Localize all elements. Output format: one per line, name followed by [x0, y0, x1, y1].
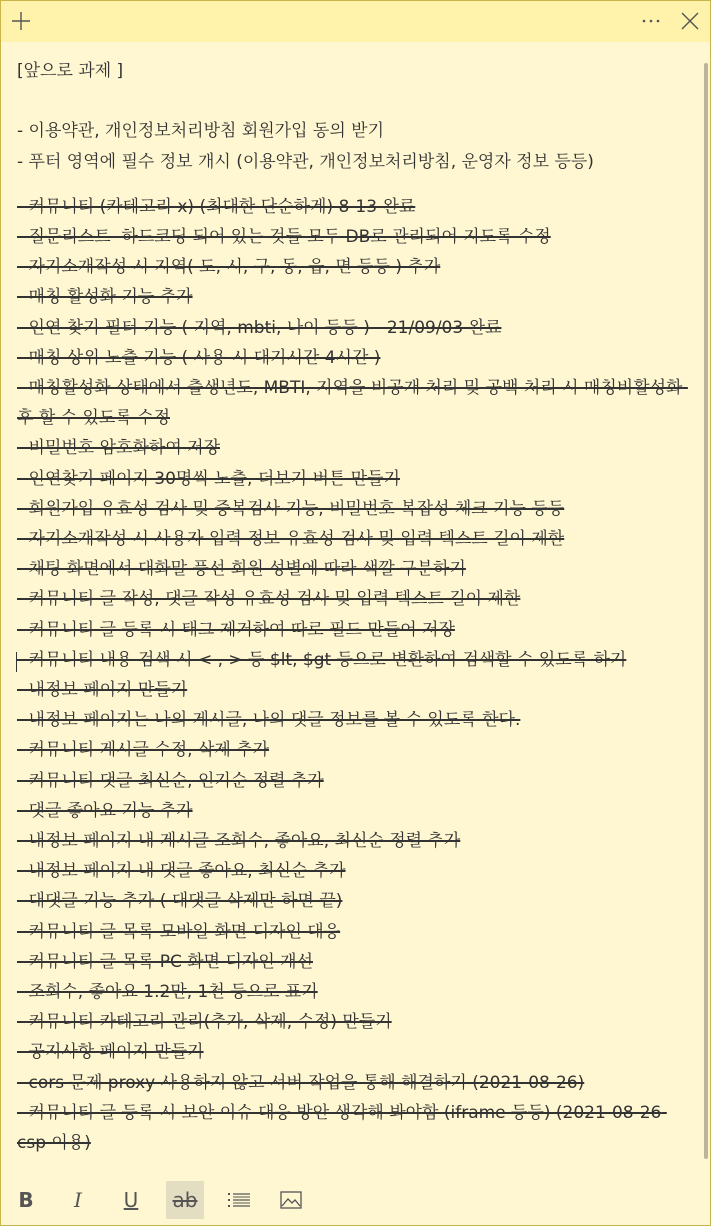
plus-icon — [11, 11, 31, 31]
open-task-item: - 이용약관, 개인정보처리방침 회원가입 동의 받기 — [17, 121, 384, 142]
close-button[interactable] — [670, 1, 710, 42]
note-text-area[interactable] — [17, 56, 689, 1158]
open-task-item: - 푸터 영역에 필수 정보 개시 (이용약관, 개인정보처리방침, 운영자 정보 등등) — [17, 151, 594, 172]
title-bar — [1, 1, 710, 42]
completed-task-item: - 채팅 화면에서 대화말 풍선 회원 성별에 따라 색깔 구분하기 — [17, 559, 466, 580]
insert-image-button[interactable] — [271, 1181, 309, 1219]
note-heading: [앞으로 과제 ] — [17, 61, 124, 81]
completed-task-item: - 자기소개작성 시 지역( 도, 시, 구, 동, 읍, 면 등등 ) 추가 — [17, 257, 441, 278]
bullet-list-button[interactable] — [219, 1181, 257, 1219]
completed-task-list — [17, 192, 689, 1159]
more-options-button[interactable] — [631, 1, 671, 42]
completed-task-item: - 댓글 좋아요 기능 추가 — [17, 800, 193, 821]
completed-task-item: - 커뮤니티 게시글 수정, 삭제 추가 — [17, 740, 270, 761]
completed-task-item: - 비밀번호 암호화하여 저장 — [17, 438, 220, 459]
completed-task-item: - 커뮤니티 글 등록 시 보안 이슈 대응 방안 생각해 봐야함 (iframe 등등) (2021-08-26 csp 이용) — [17, 1102, 667, 1154]
completed-task-item: - 커뮤니티 카테고리 관리(추가, 삭제, 수정) 만들기 — [17, 1012, 392, 1033]
italic-button[interactable]: I — [74, 1188, 82, 1212]
close-icon — [680, 11, 700, 31]
completed-task-item: - 커뮤니티 글 목록 PC 화면 디자인 개선 — [17, 951, 313, 972]
vertical-scrollbar[interactable] — [704, 63, 708, 1159]
completed-task-item: - 대댓글 기능 추가 ( 대댓글 삭제만 하면 끝) — [17, 891, 343, 912]
underline-button[interactable]: U — [123, 1188, 139, 1212]
blank-line — [17, 86, 689, 116]
completed-task-item: - 인연 찾기 필터 기능 ( 지역, mbti, 나이 등등 ) - 21/09/03 완료 — [17, 317, 502, 338]
completed-task-item: - 커뮤니티 내용 검색 시 < , > 등 $lt, $gt 등으로 변환하여 검색할 수 있도록 하기 — [17, 649, 627, 670]
completed-task-item: - 공지사항 페이지 만들기 — [17, 1042, 204, 1063]
completed-task-item: - 커뮤니티 글 작성, 댓글 작성 유효성 검사 및 입력 텍스트 길이 제한 — [17, 589, 521, 610]
bold-button[interactable]: B — [18, 1188, 34, 1212]
completed-task-item: - 매칭활성화 상태에서 출생년도, MBTI, 지역을 비공개 처리 및 공백 처리 시 매칭비활성화 후 할 수 있도록 수정 — [17, 378, 688, 429]
completed-task-item: - 커뮤니티 글 목록 모바일 화면 디자인 대응 — [17, 921, 341, 942]
new-note-button[interactable] — [1, 1, 41, 42]
completed-task-item: - 내정보 페이지 만들기 — [17, 680, 188, 701]
completed-task-item: - 커뮤니티 (카테고리 x) (최대한 단순하게) 8-13 완료 — [17, 196, 416, 217]
format-toolbar — [1, 1177, 710, 1225]
strikethrough-button[interactable]: ab — [166, 1181, 204, 1219]
open-task-list — [17, 116, 689, 176]
completed-task-item: - 매칭 활성화 기능 추가 — [17, 287, 193, 308]
completed-task-item: - 내정보 페이지는 나의 게시글, 나의 댓글 정보를 볼 수 있도록 한다. — [17, 710, 521, 731]
ellipsis-icon — [641, 11, 661, 31]
completed-task-item: - cors 문제 proxy 사용하지 않고 서버 작업을 통해 해결하기 (2021-08-26) — [17, 1072, 585, 1093]
completed-task-item: - 질문리스트 하드코딩 되어 있는 것들 모두 DB로 관리되어 지도록 수정 — [17, 227, 551, 247]
completed-task-item: - 회원가입 유효성 검사 및 중복검사 기능, 비밀번호 복잡성 체크 기능 등등 — [17, 498, 565, 519]
completed-task-item: - 커뮤니티 댓글 최신순, 인기순 정렬 추가 — [17, 770, 324, 791]
image-icon — [280, 1190, 302, 1210]
completed-task-item: - 자기소개작성 시 사용자 입력 정보 유효성 검사 및 입력 텍스트 길이 제한 — [17, 529, 565, 550]
completed-task-item: - 커뮤니티 글 등록 시 태그 제거하여 따로 필드 만들어 저장 — [17, 619, 455, 640]
blank-line — [17, 177, 689, 192]
completed-task-item: - 내정보 페이지 내 게시글 조회수, 좋아요, 최신순 정렬 추가 — [17, 831, 461, 852]
text-cursor — [16, 652, 17, 672]
completed-task-item: - 매칭 상위 노출 기능 ( 사용 시 대기시간 4시간 ) — [17, 347, 381, 368]
completed-task-item: - 조회수, 좋아요 1.2만, 1천 등으로 표기 — [17, 982, 318, 1003]
completed-task-item: - 내정보 페이지 내 댓글 좋아요, 최신순 추가 — [17, 861, 346, 882]
bullet-list-icon — [228, 1190, 250, 1210]
completed-task-item: - 인연찾기 페이지 30명씩 노출, 더보기 버튼 만들기 — [17, 468, 401, 489]
